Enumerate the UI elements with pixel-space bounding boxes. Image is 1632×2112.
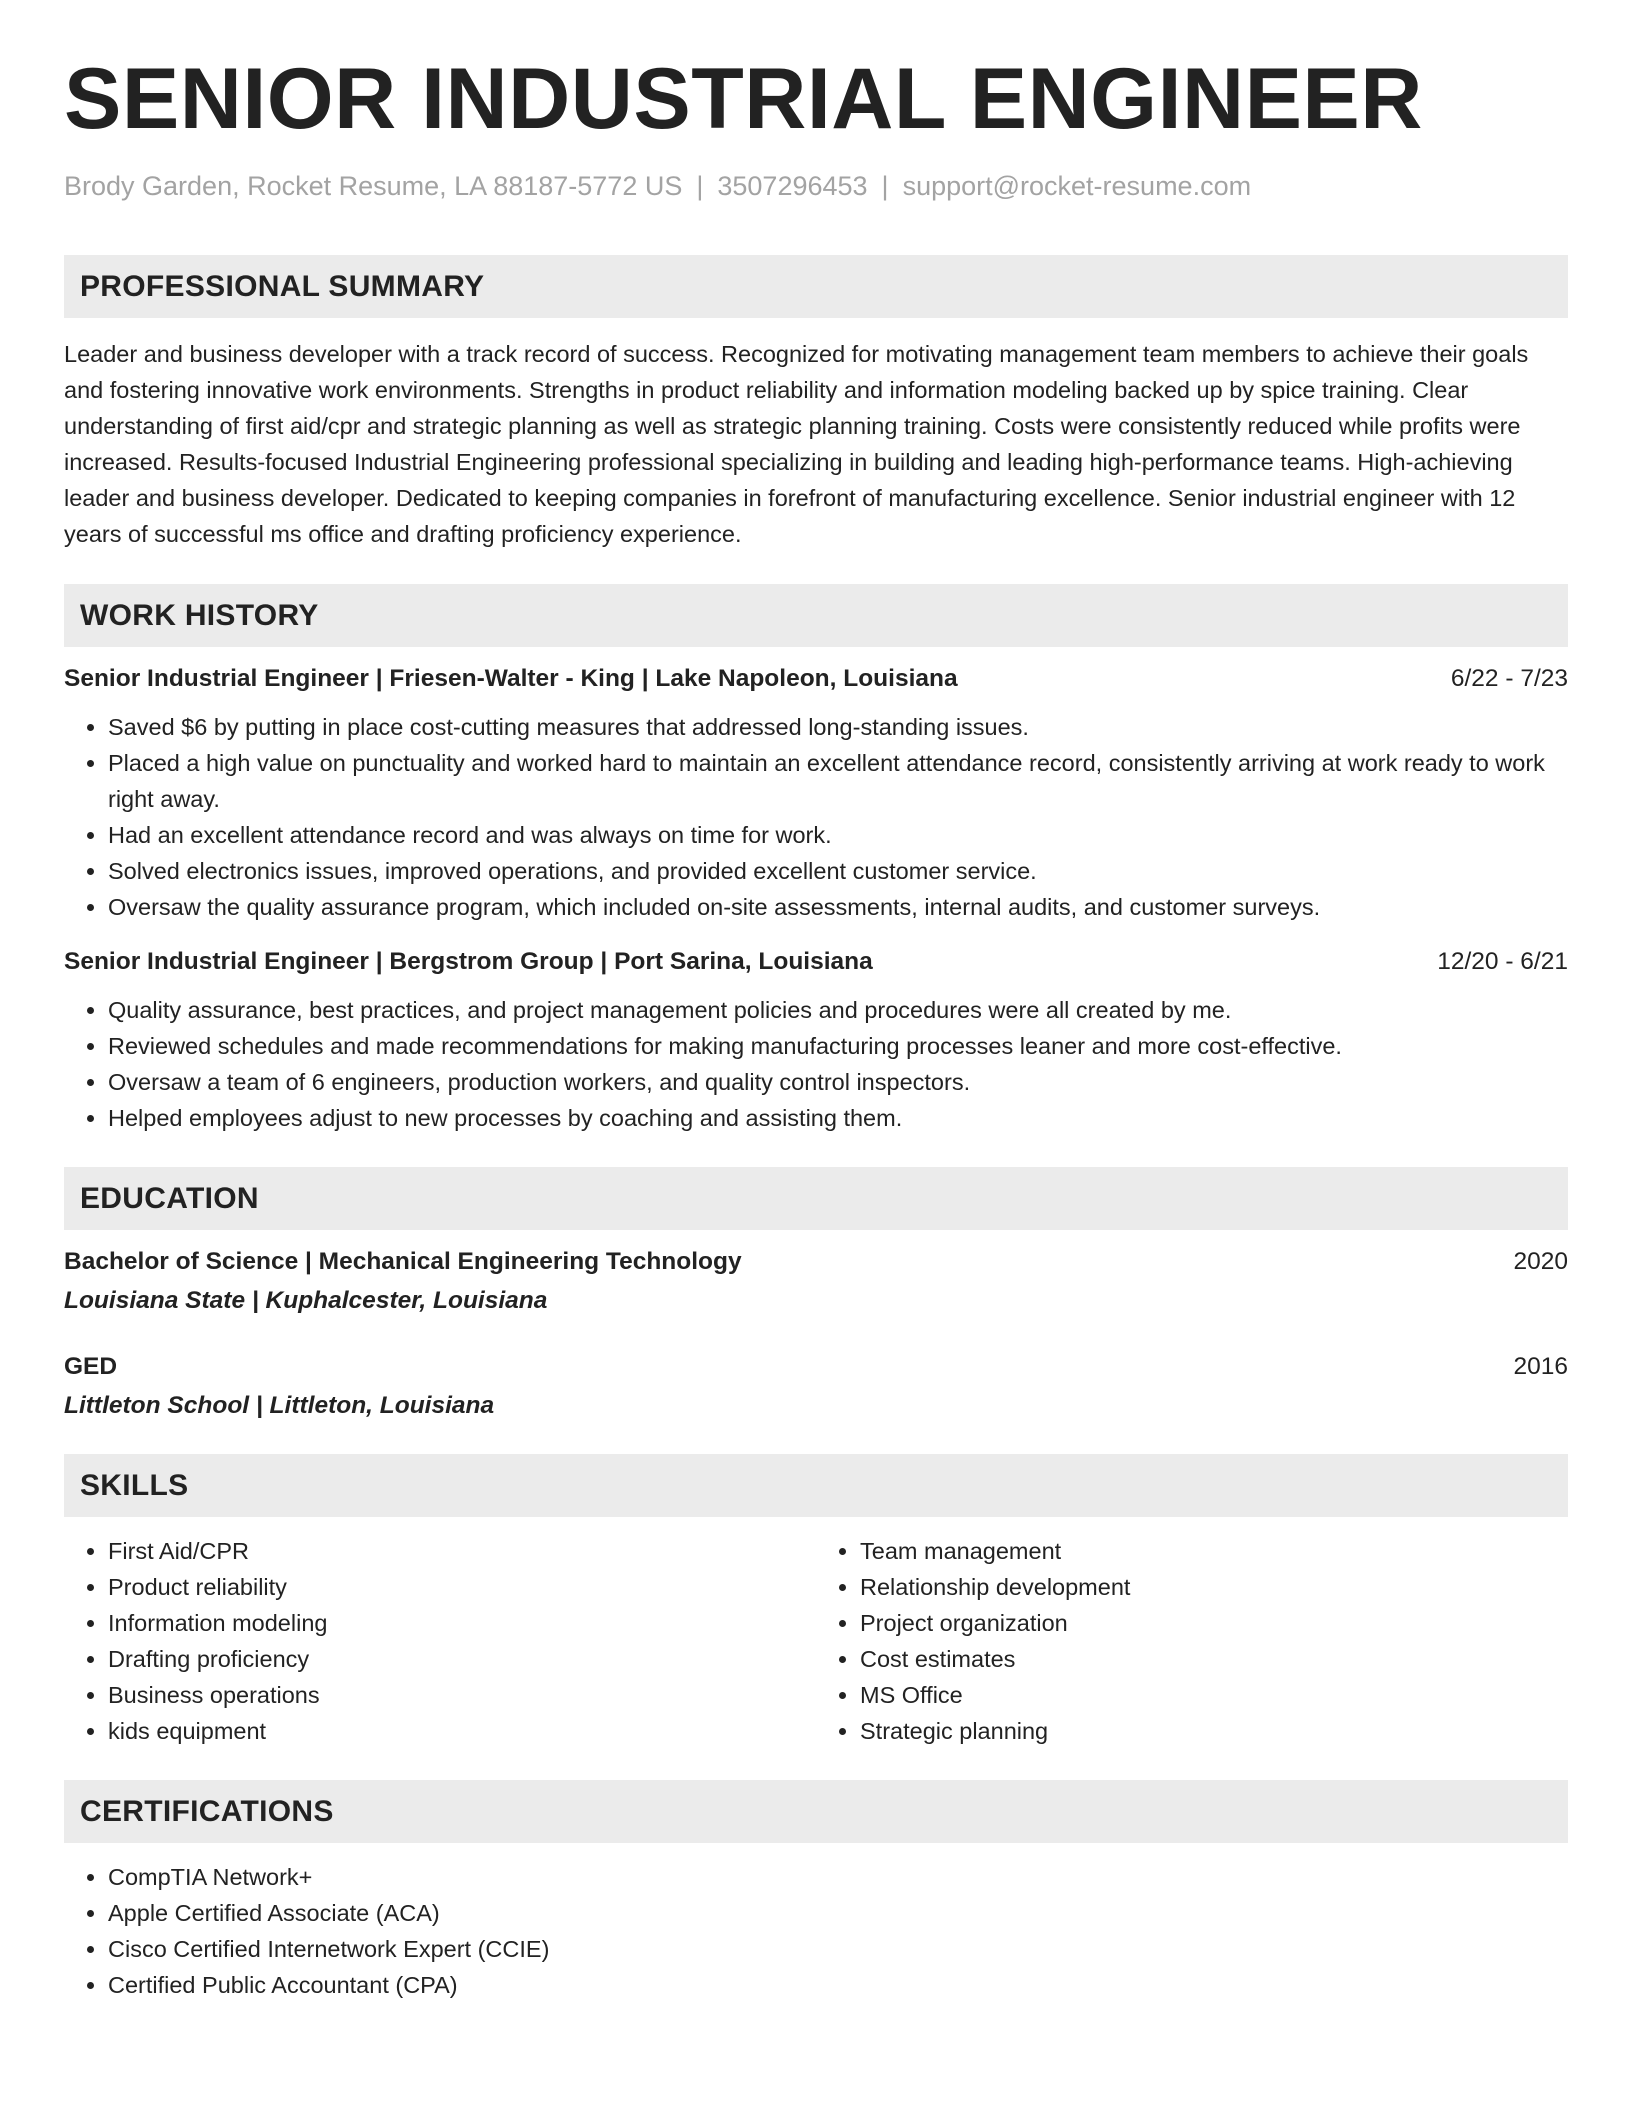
job-entry: [64, 946, 1568, 1136]
skill-item: • Information modeling: [108, 1605, 816, 1641]
skill-item: • First Aid/CPR: [108, 1533, 816, 1569]
job-title: Senior Industrial Engineer | Friesen-Walter - King | Lake Napoleon, Louisiana: [64, 665, 958, 693]
skills-left-column: [64, 1533, 816, 1749]
summary-heading: PROFESSIONAL SUMMARY: [80, 269, 485, 303]
job-bullet: • Placed a high value on punctuality and worked hard to maintain an excellent attendance record, consistently arriving at work ready to work right away.: [108, 745, 1568, 817]
certifications-list: [64, 1859, 1568, 2003]
contact-phone: 3507296453: [717, 171, 868, 201]
contact-separator: |: [881, 171, 889, 201]
contact-separator: |: [696, 171, 704, 201]
education-heading: EDUCATION: [80, 1181, 259, 1215]
summary-text: Leader and business developer with a track record of success. Recognized for motivating management team members to achieve their goals and fostering innovative work environments. Strengths in product reliability and information modeling backed up by spice training. Clear understanding of first aid/cpr and strategic planning as well as strategic planning training. Costs were consistently reduced while profits were increased. Results-focused Industrial Engineering professional specializing in building and leading high-performance teams. High-achieving leader and business developer. Dedicated to keeping companies in forefront of manufacturing excellence. Senior industrial engineer with 12 years of successful ms office and drafting proficiency experience.: [64, 341, 1529, 548]
job-bullet: • Helped employees adjust to new processes by coaching and assisting them.: [108, 1100, 1568, 1136]
work-heading: WORK HISTORY: [80, 598, 319, 632]
education-school: Littleton School | Littleton, Louisiana: [64, 1392, 495, 1420]
education-section-header: [64, 1167, 1568, 1230]
certification-item: • Apple Certified Associate (ACA): [108, 1895, 1568, 1931]
contact-line: [64, 170, 1568, 202]
skill-item: • Project organization: [860, 1605, 1568, 1641]
education-degree: GED: [64, 1353, 118, 1381]
skill-item: • Business operations: [108, 1677, 816, 1713]
contact-email: support@rocket-resume.com: [902, 171, 1252, 201]
job-bullet: • Saved $6 by putting in place cost-cutting measures that addressed long-standing issues.: [108, 709, 1568, 745]
skill-item: • Product reliability: [108, 1569, 816, 1605]
education-degree: Bachelor of Science | Mechanical Engineering Technology: [64, 1248, 742, 1276]
job-header: [64, 663, 1568, 695]
skills-grid: [64, 1533, 1568, 1749]
job-header: [64, 946, 1568, 978]
job-title: Senior Industrial Engineer | Bergstrom Group | Port Sarina, Louisiana: [64, 948, 873, 976]
job-bullets: [64, 709, 1568, 925]
certification-item: • CompTIA Network+: [108, 1859, 1568, 1895]
certification-item: • Certified Public Accountant (CPA): [108, 1967, 1568, 2003]
job-entry: [64, 663, 1568, 925]
skill-item: • Cost estimates: [860, 1641, 1568, 1677]
education-header: [64, 1351, 1568, 1383]
certifications-heading: CERTIFICATIONS: [80, 1794, 334, 1828]
candidate-title: SENIOR INDUSTRIAL ENGINEER: [64, 51, 1423, 147]
job-dates: 6/22 - 7/23: [1450, 665, 1568, 693]
education-school: Louisiana State | Kuphalcester, Louisiana: [64, 1287, 548, 1315]
job-bullet: • Oversaw a team of 6 engineers, production workers, and quality control inspectors.: [108, 1064, 1568, 1100]
skill-item: • Drafting proficiency: [108, 1641, 816, 1677]
education-year: 2020: [1513, 1248, 1568, 1276]
job-dates: 12/20 - 6/21: [1437, 948, 1568, 976]
skill-item: • Strategic planning: [860, 1713, 1568, 1749]
skills-right-column: [816, 1533, 1568, 1749]
job-bullet: • Solved electronics issues, improved operations, and provided excellent customer service.: [108, 853, 1568, 889]
skill-item: • Relationship development: [860, 1569, 1568, 1605]
education-entry: [64, 1351, 1568, 1422]
job-bullet: • Had an excellent attendance record and was always on time for work.: [108, 817, 1568, 853]
education-header: [64, 1246, 1568, 1278]
skills-section-header: [64, 1454, 1568, 1517]
certification-item: • Cisco Certified Internetwork Expert (CCIE): [108, 1931, 1568, 1967]
work-section-header: [64, 584, 1568, 647]
skill-item: • kids equipment: [108, 1713, 816, 1749]
certifications-section-header: [64, 1780, 1568, 1843]
job-bullet: • Oversaw the quality assurance program, which included on-site assessments, internal audits, and customer surveys.: [108, 889, 1568, 925]
job-bullet: • Quality assurance, best practices, and project management policies and procedures were all created by me.: [108, 992, 1568, 1028]
skills-heading: SKILLS: [80, 1468, 189, 1502]
job-bullet: • Reviewed schedules and made recommendations for making manufacturing processes leaner and more cost-effective.: [108, 1028, 1568, 1064]
skill-item: • MS Office: [860, 1677, 1568, 1713]
skill-item: • Team management: [860, 1533, 1568, 1569]
education-year: 2016: [1513, 1353, 1568, 1381]
contact-address: Brody Garden, Rocket Resume, LA 88187-5772 US: [64, 171, 683, 201]
summary-section-header: [64, 255, 1568, 318]
job-bullets: [64, 992, 1568, 1136]
education-entry: [64, 1246, 1568, 1317]
